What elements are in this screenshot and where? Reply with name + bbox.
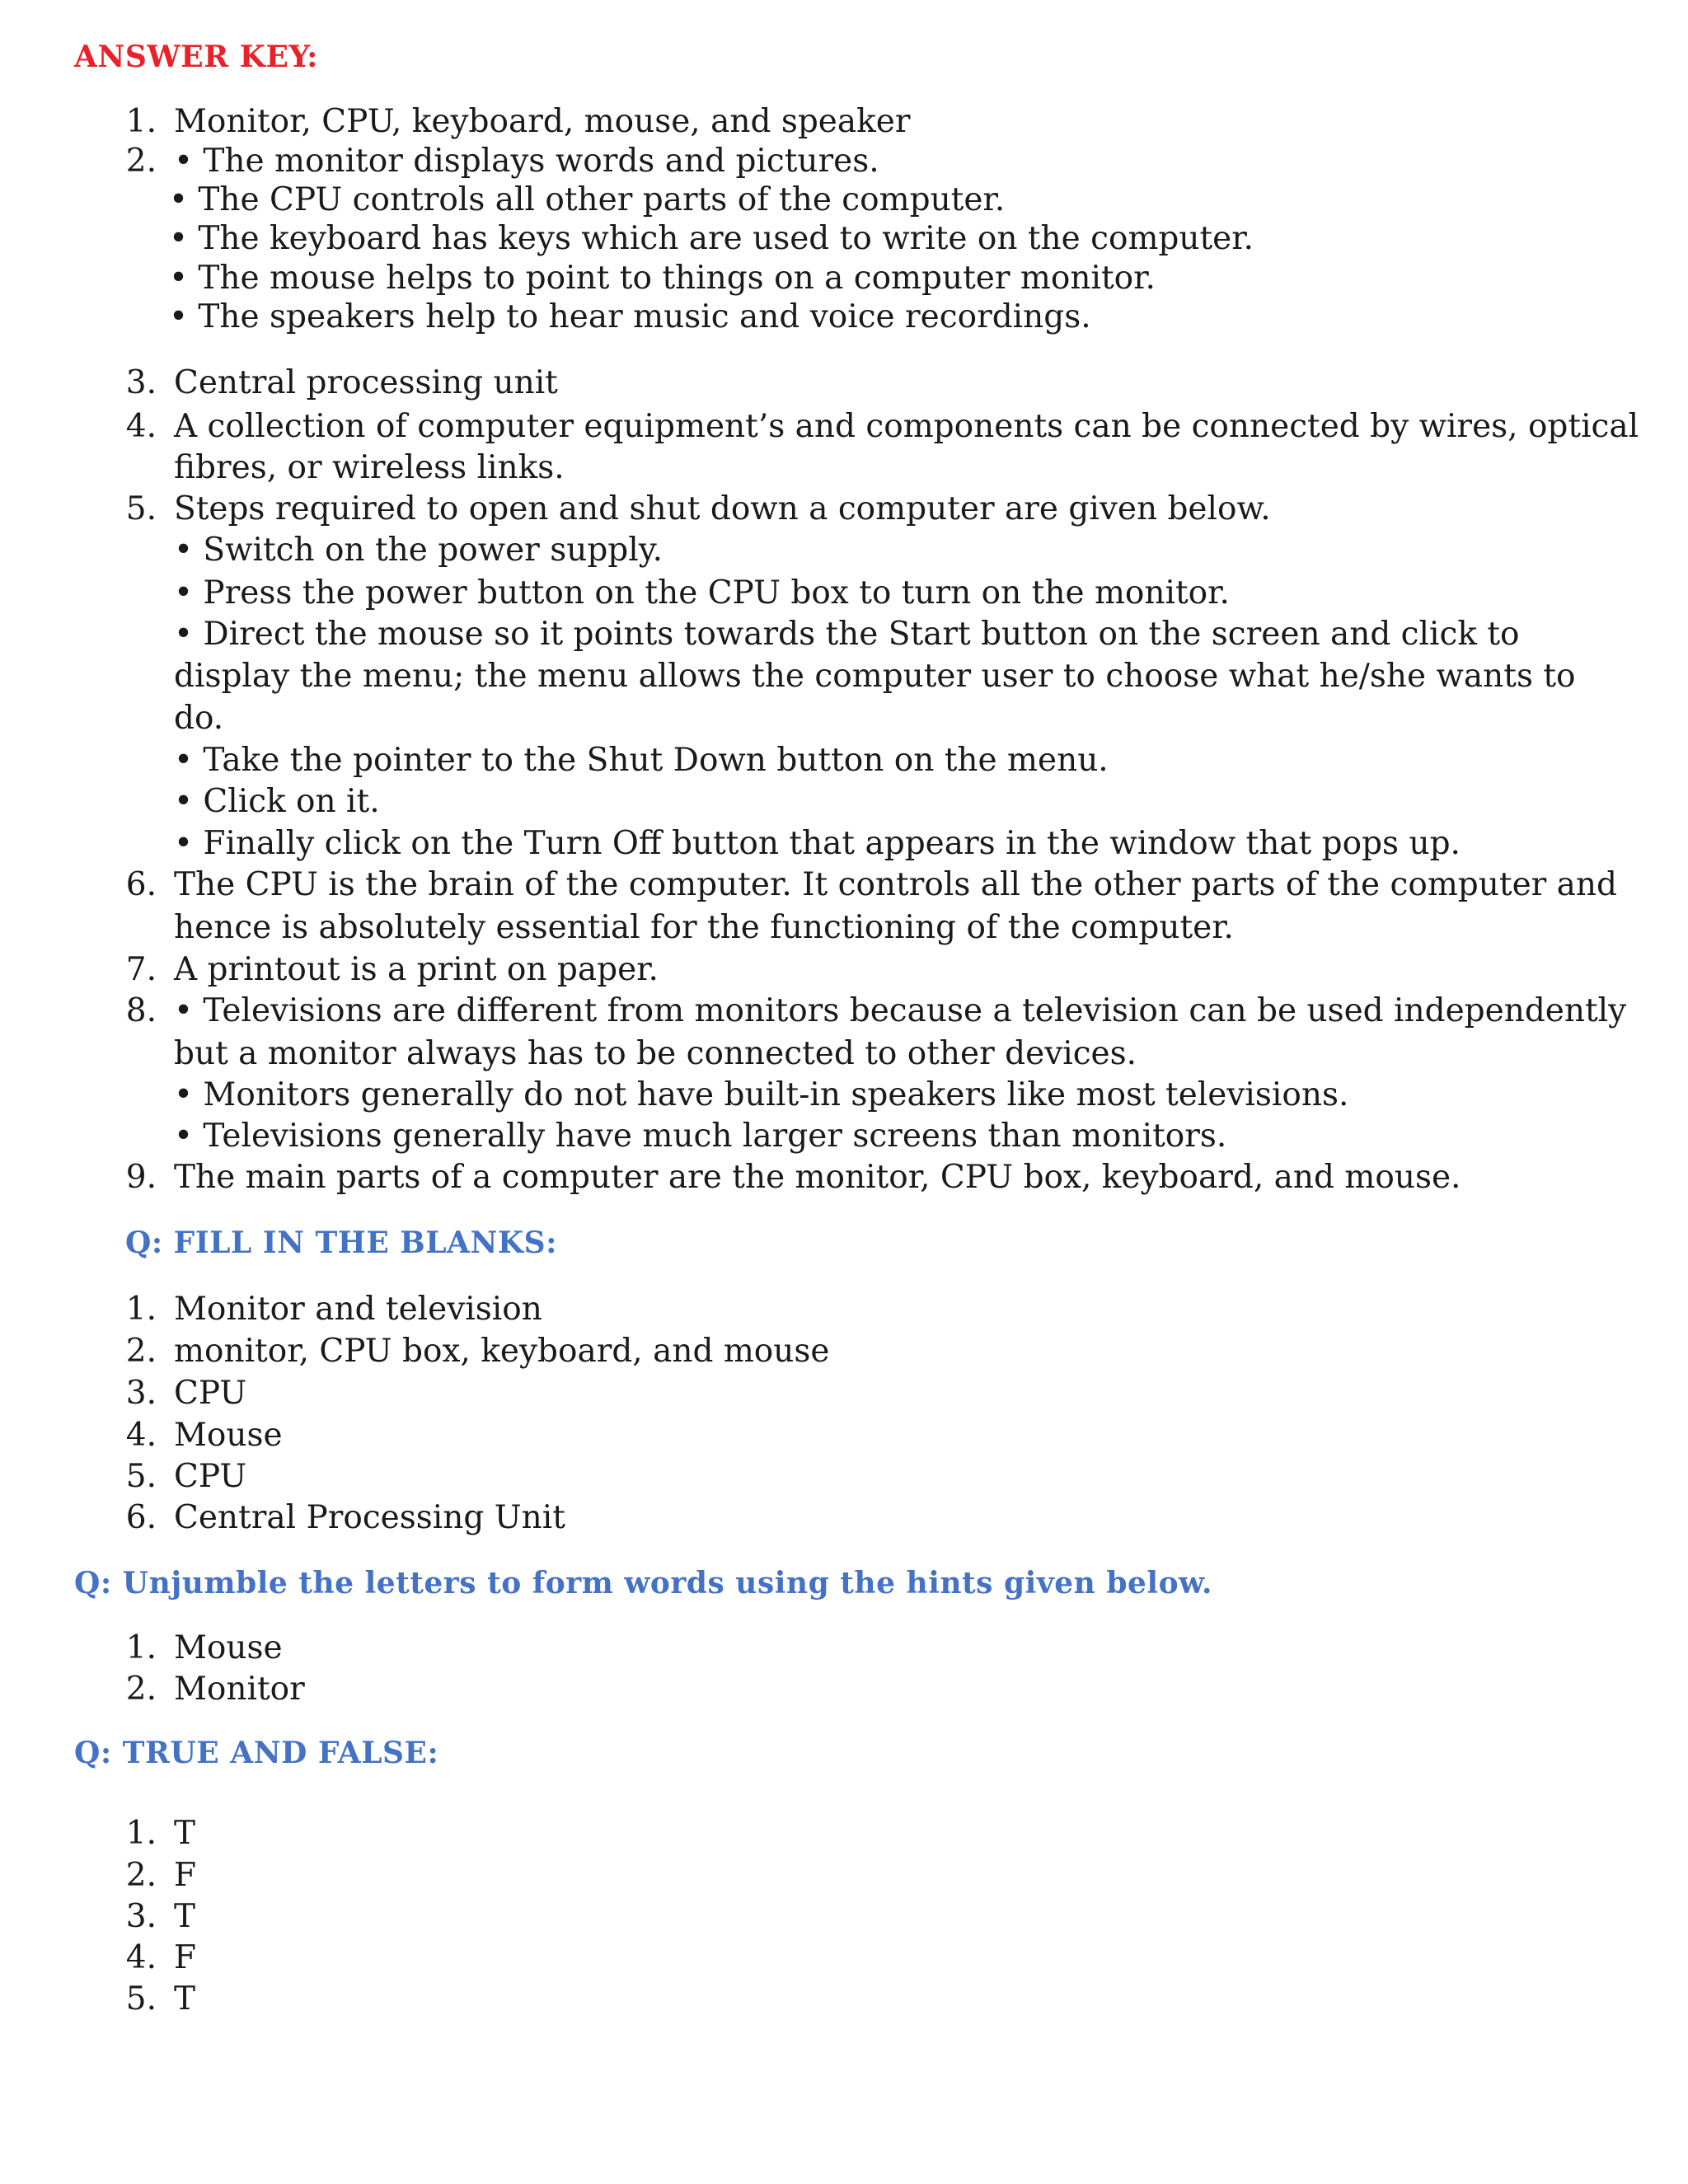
answer-item-5-line-1: Steps required to open and shut down a computer are given below. <box>174 490 1271 527</box>
tf-item-4-text: F <box>174 1939 197 1976</box>
fill-item-3-text: CPU <box>174 1375 247 1412</box>
fill-item-6-number: 6. <box>125 1499 157 1536</box>
answer-item-9-text: The main parts of a computer are the monitor, CPU box, keyboard, and mouse. <box>174 1159 1461 1196</box>
unjumble-item-2-number: 2. <box>125 1671 157 1708</box>
answer-item-7-text: A printout is a print on paper. <box>174 951 659 988</box>
answer-item-2-line-2: • The CPU controls all other parts of the computer. <box>169 181 1006 218</box>
answer-item-4-line-2: fibres, or wireless links. <box>174 449 565 486</box>
answer-item-8-line-3: • Monitors generally do not have built-in speakers like most televisions. <box>174 1076 1349 1113</box>
answer-item-8-number: 8. <box>125 992 157 1029</box>
tf-item-4-number: 4. <box>125 1939 157 1976</box>
tf-item-1-number: 1. <box>125 1815 157 1852</box>
answer-item-5-line-3: • Press the power button on the CPU box to turn on the monitor. <box>174 574 1230 612</box>
fill-item-4-text: Mouse <box>174 1417 283 1454</box>
tf-item-1-text: T <box>174 1815 196 1852</box>
answer-item-5-line-6: do. <box>174 700 224 737</box>
fill-item-2-text: monitor, CPU box, keyboard, and mouse <box>174 1333 830 1370</box>
answer-item-6-number: 6. <box>125 866 157 903</box>
answer-item-4-line-1: A collection of computer equipment’s and components can be connected by wires, optical <box>174 408 1639 445</box>
answer-item-3-number: 3. <box>125 364 157 401</box>
tf-item-3-text: T <box>174 1898 196 1935</box>
answer-item-1-text: Monitor, CPU, keyboard, mouse, and speaker <box>174 103 911 140</box>
answer-item-7-number: 7. <box>125 951 157 988</box>
answer-item-4-number: 4. <box>125 408 157 445</box>
unjumble-heading: Q: Unjumble the letters to form words using the hints given below. <box>74 1566 1213 1601</box>
answer-item-5-line-9: • Finally click on the Turn Off button that appears in the window that pops up. <box>174 825 1461 862</box>
fill-item-1-number: 1. <box>125 1291 157 1328</box>
answer-item-6-line-2: hence is absolutely essential for the functioning of the computer. <box>174 909 1234 946</box>
answer-item-2-number: 2. <box>125 143 157 180</box>
fill-item-6-text: Central Processing Unit <box>174 1499 565 1536</box>
answer-item-3-text: Central processing unit <box>174 364 558 401</box>
answer-item-2-line-3: • The keyboard has keys which are used to write on the computer. <box>169 220 1254 257</box>
answer-item-2-line-4: • The mouse helps to point to things on a computer monitor. <box>169 260 1156 297</box>
tf-item-2-text: F <box>174 1857 197 1894</box>
answer-key-heading: ANSWER KEY: <box>74 40 318 74</box>
tf-item-2-number: 2. <box>125 1857 157 1894</box>
answer-item-1-number: 1. <box>125 103 157 140</box>
answer-item-5-line-8: • Click on it. <box>174 783 380 820</box>
answer-item-5-number: 5. <box>125 490 157 527</box>
answer-item-6-line-1: The CPU is the brain of the computer. It controls all the other parts of the computer and <box>174 866 1618 903</box>
fill-item-4-number: 4. <box>125 1417 157 1454</box>
true-false-heading: Q: TRUE AND FALSE: <box>74 1736 439 1770</box>
fill-item-2-number: 2. <box>125 1333 157 1370</box>
fill-blanks-heading: Q: FILL IN THE BLANKS: <box>125 1226 557 1260</box>
answer-item-5-line-7: • Take the pointer to the Shut Down button on the menu. <box>174 742 1109 779</box>
tf-item-5-text: T <box>174 1980 196 2018</box>
answer-item-2-line-1: • The monitor displays words and pictures. <box>174 143 879 180</box>
answer-item-5-line-5: display the menu; the menu allows the computer user to choose what he/she wants to <box>174 658 1576 695</box>
fill-item-5-number: 5. <box>125 1458 157 1495</box>
tf-item-5-number: 5. <box>125 1980 157 2018</box>
fill-item-1-text: Monitor and television <box>174 1291 542 1328</box>
answer-item-8-line-2: but a monitor always has to be connected to other devices. <box>174 1035 1137 1072</box>
tf-item-3-number: 3. <box>125 1898 157 1935</box>
answer-item-2-line-5: • The speakers help to hear music and voice recordings. <box>169 298 1091 335</box>
answer-item-5-line-2: • Switch on the power supply. <box>174 532 663 569</box>
fill-item-5-text: CPU <box>174 1458 247 1495</box>
answer-item-8-line-1: • Televisions are different from monitors because a television can be used independently <box>174 992 1627 1029</box>
unjumble-item-1-text: Mouse <box>174 1629 283 1666</box>
answer-item-8-line-4: • Televisions generally have much larger screens than monitors. <box>174 1118 1227 1155</box>
unjumble-item-1-number: 1. <box>125 1629 157 1666</box>
answer-item-5-line-4: • Direct the mouse so it points towards the Start button on the screen and click to <box>174 616 1520 653</box>
answer-item-9-number: 9. <box>125 1159 157 1196</box>
unjumble-item-2-text: Monitor <box>174 1671 305 1708</box>
fill-item-3-number: 3. <box>125 1375 157 1412</box>
